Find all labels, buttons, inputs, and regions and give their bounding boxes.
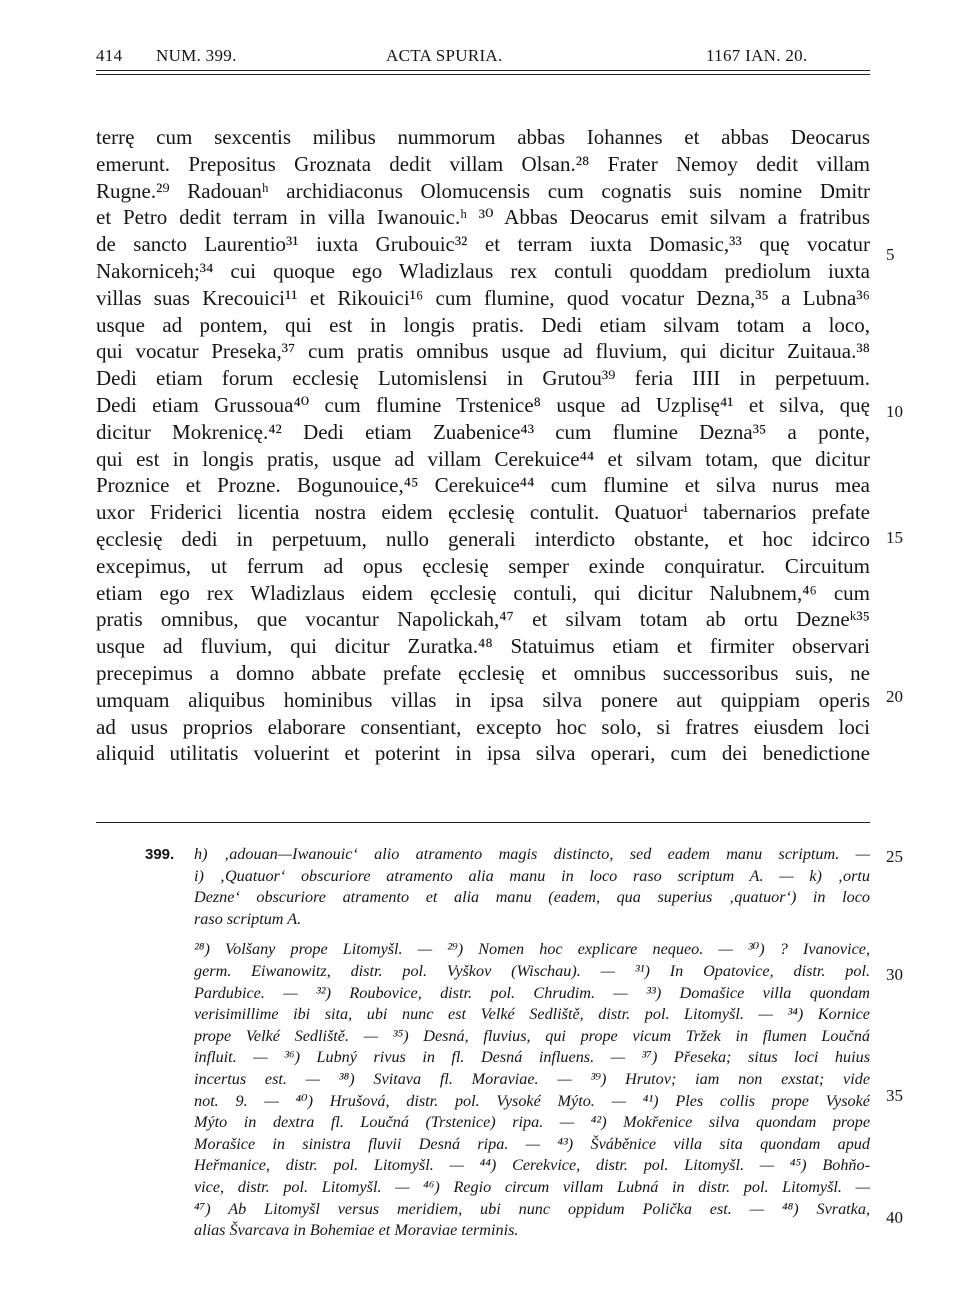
commentary-note-line: not. 9. — ⁴⁰) Hrušová, distr. pol. Vysoké Mýto. — ⁴¹) Ples collis prope Vysoké <box>194 1091 870 1110</box>
commentary-note-line: influit. — ³⁶) Lubný rivus in fl. Desná influens. — ³⁷) Přeseka; situs loci huius <box>194 1048 870 1067</box>
footnote-separator <box>96 822 870 823</box>
critical-note-line: Dezne‘ obscuriore atramento et alia manu (eadem, qua superius ‚quatuor‘) in loco <box>194 888 870 907</box>
line-number: 40 <box>886 1208 903 1227</box>
text-line: villas suas Krecouici¹¹ et Rikouici¹⁶ cum flumine, quod vocatur Dezna,³⁵ a Lubna³⁶ <box>96 285 870 310</box>
text-line: ęcclesię dedi in perpetuum, nullo generali interdicto obstante, et hoc idcirco <box>96 526 870 551</box>
text-line: excepimus, ut ferrum ad opus ęcclesię semper exinde conquiratur. Circuitum <box>96 553 870 578</box>
header-rule-top <box>96 70 870 71</box>
footnotes <box>194 844 870 1242</box>
text-line: Rugne.²⁹ Radouanʰ archidiaconus Olomucensis cum cognatis suis nomine Dmitr <box>96 178 870 203</box>
commentary-note-line: Pardubice. — ³²) Roubovice, distr. pol. Chrudim. — ³³) Domašice villa quondam <box>194 983 870 1002</box>
line-number: 30 <box>886 965 903 984</box>
text-line: usque ad pontem, qui est in longis pratis. Dedi etiam silvam totam a loco, <box>96 312 870 337</box>
text-line: Dedi etiam forum ecclesię Lutomislensi in Grutou³⁹ feria IIII in perpetuum. <box>96 366 870 391</box>
text-line: terrę cum sexcentis milibus nummorum abbas Iohannes et abbas Deocarus <box>96 125 870 149</box>
text-line: de sancto Laurentio³¹ iuxta Grubouic³² et terram iuxta Domasic,³³ quę vocatur <box>96 232 870 257</box>
text-line: etiam ego rex Wladizlaus eidem ęcclesię contuli, qui dicitur Nalubnem,⁴⁶ cum <box>96 580 870 605</box>
document-date: 1167 IAN. 20. <box>706 46 808 65</box>
text-line: qui est in longis pratis, usque ad villam Cerekuice⁴⁴ et silvam totam, que dicitur <box>96 446 870 471</box>
commentary-note-line: alias Švarcava in Bohemiae et Moraviae terminis. <box>194 1221 519 1240</box>
running-header <box>96 46 870 68</box>
text-line: aliquid utilitatis voluerint et poterint in ipsa silva operari, cum dei benedictione <box>96 741 870 766</box>
text-line: dicitur Mokrenicę.⁴² Dedi etiam Zuabenice⁴³ cum flumine Dezna³⁵ a ponte, <box>96 419 870 444</box>
commentary-note-line: Mýto in dextra fl. Loučná (Trstenice) ripa. — ⁴²) Mokřenice silva quondam prope <box>194 1113 870 1132</box>
text-line: qui vocatur Preseka,³⁷ cum pratis omnibus usque ad fluvium, qui dicitur Zuitaua.³⁸ <box>96 339 870 364</box>
line-number: 20 <box>886 687 903 706</box>
critical-note-line: i) ‚Quatuor‘ obscuriore atramento alia manu in loco raso scriptum A. — k) ‚ortu <box>194 866 870 885</box>
text-line: Nakorniceh;³⁴ cui quoque ego Wladizlaus rex contuli quoddam prediolum iuxta <box>96 258 870 283</box>
text-line: uxor Friderici licentia nostra eidem ęcclesię contulit. Quatuorⁱ tabernarios prefate <box>96 500 870 525</box>
header-rule-bottom <box>96 74 870 75</box>
line-number: 35 <box>886 1086 903 1105</box>
page-number: 414 <box>96 46 123 65</box>
line-number: 5 <box>886 245 895 264</box>
commentary-note-line: ²⁸) Volšany prope Litomyšl. — ²⁹) Nomen hoc explicare nequeo. — ³⁰) ? Ivanovice, <box>194 940 870 959</box>
text-line: ad usus proprios elaborare consentiant, excepto hoc solo, si fratres eiusdem loci <box>96 714 870 739</box>
document-number: NUM. 399. <box>156 46 237 65</box>
main-text <box>96 124 870 767</box>
text-line: precepimus a domno abbate prefate ęcclesię et omnibus successoribus suis, ne <box>96 660 870 685</box>
line-number: 10 <box>886 402 903 421</box>
text-line: Proznice et Prozne. Bogunouice,⁴⁵ Cerekuice⁴⁴ cum flumine et silva nurus mea <box>96 473 870 498</box>
commentary-note-line: incertus est. — ³⁸) Svitava fl. Moraviae. — ³⁹) Hrutov; iam non exstat; vide <box>194 1069 870 1088</box>
text-line: umquam aliquibus hominibus villas in ipsa silva ponere aut quippiam operis <box>96 687 870 712</box>
text-line: usque ad fluvium, qui dicitur Zuratka.⁴⁸ Statuimus etiam et firmiter observari <box>96 634 870 659</box>
footnote-document-label: 399. <box>145 846 175 863</box>
commentary-note-line: Heřmanice, distr. pol. Litomyšl. — ⁴⁴) Cerekvice, distr. pol. Litomyšl. — ⁴⁵) Bohňo- <box>194 1156 870 1175</box>
critical-note-line: raso scriptum A. <box>194 909 302 928</box>
line-number: 15 <box>886 528 903 547</box>
text-line: emerunt. Prepositus Groznata dedit villam Olsan.²⁸ Frater Nemoy dedit villam <box>96 151 870 176</box>
line-number: 25 <box>886 847 903 866</box>
commentary-note-line: ⁴⁷) Ab Litomyšl versus meridiem, ubi nunc oppidum Polička est. — ⁴⁸) Svratka, <box>194 1199 870 1218</box>
text-line: pratis omnibus, que vocantur Napolickah,⁴⁷ et silvam totam ab ortu Dezneᵏ³⁵ <box>96 607 870 632</box>
commentary-note-line: verisimillime ibi sita, ubi nunc est Velké Sedliště, distr. pol. Litomyšl. — ³⁴) Kornice <box>194 1005 870 1024</box>
commentary-note-line: vice, distr. pol. Litomyšl. — ⁴⁶) Regio circum villam Lubná in distr. pol. Litomyšl. — <box>194 1177 870 1196</box>
text-line: Dedi etiam Grussoua⁴⁰ cum flumine Trstenice⁸ usque ad Uzplisę⁴¹ et silva, quę <box>96 392 870 417</box>
commentary-note-line: Morašice in sinistra fluvii Desná ripa. — ⁴³) Šváběnice villa sita quondam apud <box>194 1134 870 1153</box>
commentary-note-line: prope Velké Sedliště. — ³⁵) Desná, fluvius, qui prope vicum Tržek in flumen Loučná <box>194 1026 870 1045</box>
text-line: et Petro dedit terram in villa Iwanouic.ʰ ³⁰ Abbas Deocarus emit silvam a fratribus <box>96 205 870 230</box>
commentary-note-line: germ. Eiwanowitz, distr. pol. Vyškov (Wischau). — ³¹) In Opatovice, distr. pol. <box>194 961 870 980</box>
running-title: ACTA SPURIA. <box>386 46 503 65</box>
critical-note-line: h) ‚adouan—Iwanouic‘ alio atramento magis distincto, sed eadem manu scriptum. — <box>194 845 870 863</box>
